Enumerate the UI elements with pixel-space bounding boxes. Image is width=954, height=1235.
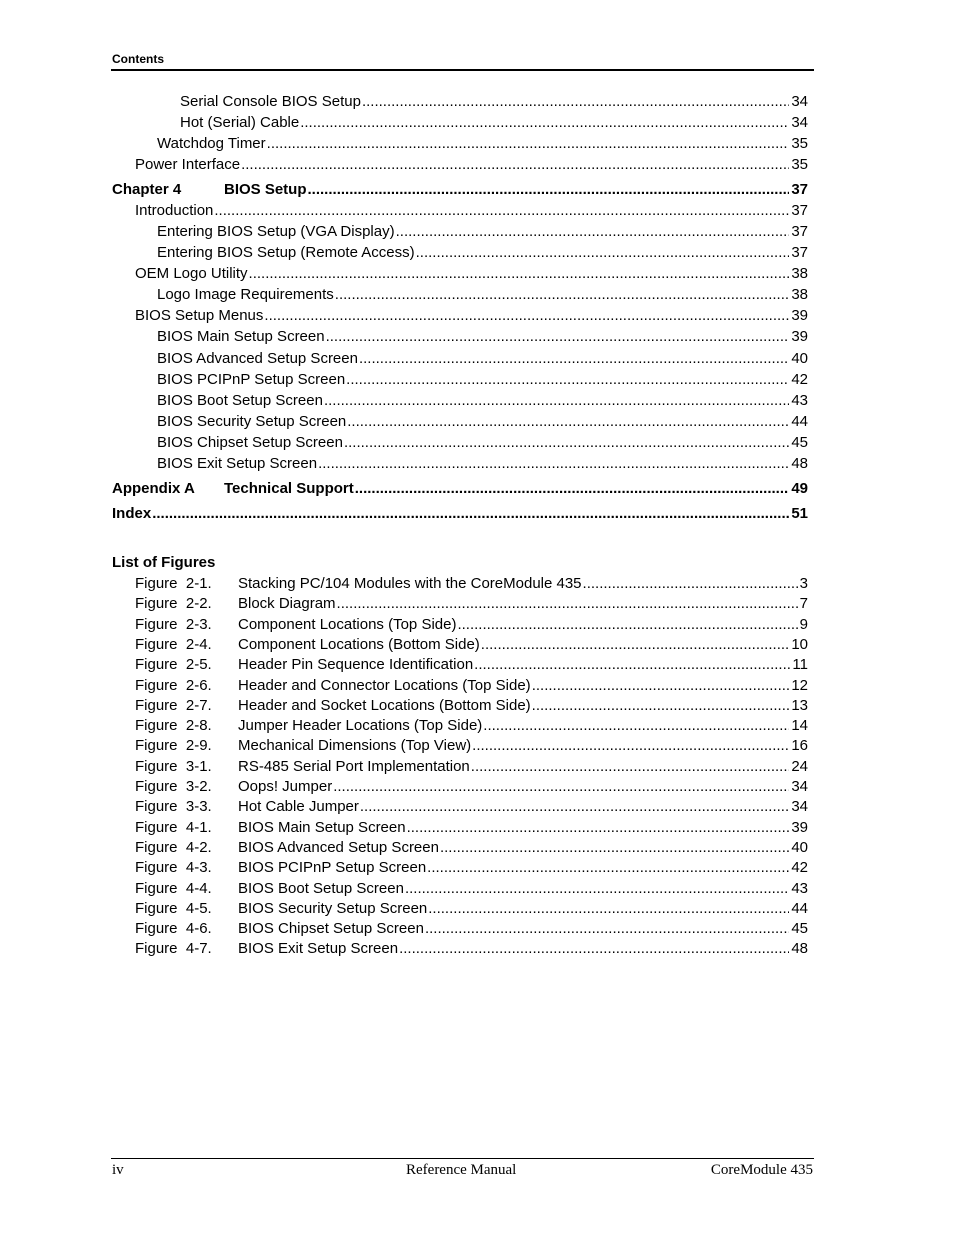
figure-entry-page: 16	[791, 737, 808, 755]
toc-entry-page: 43	[791, 392, 808, 409]
leader-dots	[583, 574, 798, 594]
figure-entry-label	[135, 818, 406, 838]
toc-entry-label	[112, 180, 307, 200]
figure-entry-title: Header Pin Sequence Identification	[238, 656, 474, 674]
toc-entry[interactable]	[135, 306, 808, 326]
toc-entry-page: 35	[791, 135, 808, 152]
figure-entry-label	[135, 676, 531, 696]
toc-entry-page: 45	[791, 434, 808, 451]
toc-entry-label	[157, 134, 266, 154]
figure-entry[interactable]	[135, 879, 808, 899]
toc-entry-page: 37	[791, 223, 808, 240]
toc-entry-page: 51	[791, 505, 808, 522]
toc-entry-label	[112, 504, 151, 524]
toc-entry-page: 39	[791, 328, 808, 345]
figure-entry-page: 3	[799, 575, 808, 592]
figure-entry-page: 12	[791, 676, 808, 694]
toc-entry-label	[157, 327, 325, 347]
figure-entry-label	[135, 716, 482, 736]
toc-entry[interactable]	[180, 92, 808, 112]
figure-entry[interactable]	[135, 736, 808, 756]
figure-entry-label	[135, 899, 427, 919]
figure-entry-title: Component Locations (Top Side)	[238, 615, 457, 633]
figure-entry-label	[135, 757, 470, 777]
leader-dots	[300, 113, 789, 133]
figure-entry-title: BIOS Chipset Setup Screen	[238, 920, 424, 938]
figure-entry-number: Figure 4-7.	[135, 940, 212, 958]
toc-entry-title: OEM Logo Utility	[135, 265, 248, 282]
figure-entry-title: BIOS Exit Setup Screen	[238, 940, 399, 958]
toc-entry-label	[157, 349, 358, 369]
figure-entry-number: Figure 4-2.	[135, 838, 212, 856]
figure-entry[interactable]	[135, 858, 808, 878]
toc-entry-title: BIOS Setup Menus	[135, 307, 264, 324]
figure-entry-page: 43	[791, 879, 808, 897]
toc-entry-label	[157, 433, 343, 453]
leader-dots	[405, 879, 789, 899]
figure-entry-title: Oops! Jumper	[238, 778, 333, 795]
figure-entry-title: BIOS Main Setup Screen	[238, 818, 406, 836]
toc-entry-page: 35	[791, 156, 808, 173]
figure-entry-title: Jumper Header Locations (Top Side)	[238, 717, 483, 735]
toc-entry-title: BIOS Advanced Setup Screen	[157, 350, 358, 367]
figure-entry-title: Component Locations (Bottom Side)	[238, 635, 480, 653]
leader-dots	[416, 243, 790, 263]
toc-entry[interactable]	[157, 285, 808, 305]
figure-entry-label	[135, 574, 582, 594]
toc-entry-title: BIOS Exit Setup Screen	[157, 455, 318, 472]
figure-entry-page: 7	[799, 595, 808, 613]
toc-entry-title: BIOS Security Setup Screen	[157, 413, 347, 430]
leader-dots	[264, 306, 789, 326]
toc-entry-title: BIOS Main Setup Screen	[157, 328, 325, 345]
figure-entry[interactable]	[135, 655, 808, 675]
figure-entry-label	[135, 879, 404, 899]
figure-entry-number: Figure 2-4.	[135, 635, 212, 653]
figure-entry-number: Figure 4-5.	[135, 899, 212, 917]
figure-entry-title: BIOS Boot Setup Screen	[238, 879, 404, 897]
toc-entry[interactable]	[157, 433, 808, 453]
figure-entry[interactable]	[135, 635, 808, 655]
leader-dots	[428, 899, 789, 919]
figure-entry[interactable]	[135, 574, 808, 594]
leader-dots	[362, 92, 789, 112]
toc-entry-page: 44	[791, 413, 808, 430]
figure-entry-title: RS-485 Serial Port Implementation	[238, 757, 470, 775]
leader-dots	[333, 777, 789, 797]
figure-entry-page: 11	[792, 656, 808, 674]
toc-entry-label	[180, 92, 361, 112]
toc-entry-page: 34	[791, 93, 808, 110]
toc-entry[interactable]	[180, 113, 808, 133]
leader-dots	[267, 134, 790, 154]
figure-entry-label	[135, 919, 424, 939]
figure-entry-page: 39	[791, 818, 808, 836]
toc-entry-label	[135, 264, 248, 284]
figure-entry-number: Figure 2-7.	[135, 696, 212, 714]
toc-entry-label	[157, 243, 415, 263]
toc-entry-title: Introduction	[135, 202, 214, 219]
toc-entry-label	[180, 113, 299, 133]
figure-entry-page: 9	[799, 615, 808, 633]
toc-entry-page: 42	[791, 371, 808, 388]
figure-entry-page: 40	[791, 838, 808, 856]
figure-entry-title: Header and Connector Locations (Top Side)	[238, 676, 531, 694]
figure-entry-label	[135, 797, 359, 817]
toc-entry-title: BIOS Setup	[224, 181, 307, 198]
toc-entry-number: Appendix A	[112, 480, 195, 497]
figure-entry-page: 45	[791, 920, 808, 938]
figure-entry[interactable]	[135, 797, 808, 817]
figure-entry-label	[135, 594, 336, 614]
figure-entry-page: 10	[791, 635, 808, 653]
leader-dots	[474, 655, 790, 675]
leader-dots	[481, 635, 790, 655]
leader-dots	[355, 479, 790, 499]
toc-entry-title: Logo Image Requirements	[157, 286, 334, 303]
toc-entry[interactable]	[157, 134, 808, 154]
toc-entry-title: Watchdog Timer	[157, 135, 266, 152]
leader-dots	[347, 412, 789, 432]
leader-dots	[344, 433, 789, 453]
toc-entry-title: BIOS PCIPnP Setup Screen	[157, 371, 346, 388]
figure-entry-title: Stacking PC/104 Modules with the CoreModule 435	[238, 575, 582, 592]
toc-entry-title: Entering BIOS Setup (Remote Access)	[157, 244, 415, 261]
toc-entry-label	[157, 391, 323, 411]
leader-dots	[326, 327, 790, 347]
figure-entry[interactable]	[135, 615, 808, 635]
toc-entry-page: 37	[791, 244, 808, 261]
figure-entry-label	[135, 635, 480, 655]
figure-entry-label	[135, 736, 471, 756]
figure-entry-number: Figure 2-6.	[135, 676, 212, 694]
toc-entry-number: Chapter 4	[112, 181, 182, 198]
toc-entry-title: Technical Support	[224, 480, 354, 497]
leader-dots	[360, 797, 789, 817]
figure-entry[interactable]	[135, 939, 808, 959]
figure-entry-title: Block Diagram	[238, 595, 336, 613]
figure-entry-number: Figure 2-9.	[135, 737, 212, 755]
toc-entry-title: Serial Console BIOS Setup	[180, 93, 361, 110]
toc-entry-label	[157, 222, 395, 242]
toc-entry-page: 34	[791, 114, 808, 131]
toc-entry[interactable]	[157, 370, 808, 390]
toc-entry-page: 37	[791, 181, 808, 198]
figure-entry-number: Figure 2-5.	[135, 656, 212, 674]
toc-entry-title: Index	[112, 505, 152, 522]
figure-entry-label	[135, 615, 456, 635]
page-header-title: Contents	[112, 52, 164, 66]
figure-entry-page: 44	[791, 899, 808, 917]
leader-dots	[427, 858, 789, 878]
toc-entry-label	[157, 285, 334, 305]
toc-entry-label	[135, 306, 263, 326]
toc-entry-page: 39	[791, 307, 808, 324]
header-rule	[111, 69, 814, 71]
figure-entry-page: 24	[791, 757, 808, 775]
toc-entry-page: 38	[791, 286, 808, 303]
leader-dots	[396, 222, 790, 242]
toc-entry-title: Power Interface	[135, 156, 241, 173]
figure-entry-page: 34	[791, 778, 808, 795]
toc-entry-label	[112, 479, 354, 499]
toc-entry[interactable]	[157, 349, 808, 369]
figure-entry-page: 48	[791, 940, 808, 958]
toc-entry[interactable]	[157, 454, 808, 474]
toc-entry[interactable]	[112, 479, 808, 499]
leader-dots	[214, 201, 789, 221]
toc-entry[interactable]	[157, 327, 808, 347]
leader-dots	[532, 676, 790, 696]
figure-entry[interactable]	[135, 838, 808, 858]
figure-entry-number: Figure 2-8.	[135, 717, 212, 735]
figure-entry-title: BIOS Advanced Setup Screen	[238, 838, 439, 856]
leader-dots	[440, 838, 789, 858]
figure-entry-label	[135, 939, 398, 959]
toc-entry[interactable]	[112, 180, 808, 200]
toc-entry-label	[157, 454, 317, 474]
figure-entry-page: 13	[791, 696, 808, 714]
toc-entry-page: 38	[791, 265, 808, 282]
footer-product-name: CoreModule 435	[710, 1162, 813, 1178]
figure-entry-number: Figure 4-3.	[135, 859, 212, 877]
figure-entry-label	[135, 655, 473, 675]
figure-entry-number: Figure 4-6.	[135, 920, 212, 938]
toc-entry[interactable]	[135, 155, 808, 175]
figure-entry[interactable]	[135, 899, 808, 919]
figure-entry-number: Figure 2-2.	[135, 595, 212, 613]
leader-dots	[399, 939, 789, 959]
toc-entry-label	[135, 155, 240, 175]
leader-dots	[337, 594, 798, 614]
toc-entry[interactable]	[135, 264, 808, 284]
list-of-figures-heading: List of Figures	[112, 554, 216, 571]
toc-entry[interactable]	[157, 412, 808, 432]
leader-dots	[346, 370, 789, 390]
toc-entry-page: 37	[791, 202, 808, 219]
leader-dots	[335, 285, 790, 305]
toc-entry-page: 49	[791, 480, 808, 497]
leader-dots	[532, 696, 790, 716]
figure-entry-title: BIOS Security Setup Screen	[238, 899, 428, 917]
toc-entry-label	[157, 412, 346, 432]
figure-entry-number: Figure 2-3.	[135, 615, 212, 633]
toc-entry-title: Entering BIOS Setup (VGA Display)	[157, 223, 395, 240]
footer-rule	[111, 1158, 814, 1159]
leader-dots	[472, 736, 789, 756]
toc-entry[interactable]	[157, 243, 808, 263]
toc-entry-label	[157, 370, 345, 390]
figure-entry[interactable]	[135, 696, 808, 716]
footer-page-number: iv	[112, 1162, 124, 1178]
figure-entry-page: 34	[791, 798, 808, 816]
leader-dots	[308, 180, 790, 200]
toc-entry[interactable]	[157, 391, 808, 411]
leader-dots	[318, 454, 789, 474]
leader-dots	[407, 818, 790, 838]
figure-entry-page: 42	[791, 859, 808, 877]
figure-entry[interactable]	[135, 594, 808, 614]
figure-entry-number: Figure 3-1.	[135, 757, 212, 775]
figure-entry[interactable]	[135, 818, 808, 838]
toc-entry-title: Hot (Serial) Cable	[180, 114, 300, 131]
figure-entry[interactable]	[135, 919, 808, 939]
toc-entry[interactable]	[157, 222, 808, 242]
leader-dots	[249, 264, 790, 284]
toc-entry-label	[135, 201, 213, 221]
leader-dots	[152, 504, 789, 524]
leader-dots	[471, 757, 790, 777]
figure-entry-label	[135, 777, 332, 797]
figure-entry-number: Figure 2-1.	[135, 575, 212, 592]
leader-dots	[324, 391, 789, 411]
toc-entry[interactable]	[112, 504, 808, 524]
leader-dots	[359, 349, 789, 369]
figure-entry-number: Figure 4-4.	[135, 879, 212, 897]
figure-entry-number: Figure 3-3.	[135, 798, 212, 816]
figure-entry-title: Header and Socket Locations (Bottom Side)	[238, 696, 531, 714]
leader-dots	[241, 155, 789, 175]
figure-entry-title: Mechanical Dimensions (Top View)	[238, 737, 472, 755]
figure-entry-label	[135, 858, 426, 878]
figure-entry-title: Hot Cable Jumper	[238, 798, 359, 816]
toc-entry-page: 48	[791, 455, 808, 472]
figure-entry-number: Figure 4-1.	[135, 818, 212, 836]
footer-document-title: Reference Manual	[406, 1162, 517, 1178]
figure-entry-number: Figure 3-2.	[135, 778, 212, 795]
figure-entry-title: BIOS PCIPnP Setup Screen	[238, 859, 427, 877]
toc-entry-title: BIOS Chipset Setup Screen	[157, 434, 343, 451]
leader-dots	[425, 919, 789, 939]
figure-entry-label	[135, 696, 531, 716]
leader-dots	[457, 615, 797, 635]
leader-dots	[483, 716, 789, 736]
toc-entry[interactable]	[135, 201, 808, 221]
figure-entry-page: 14	[791, 717, 808, 735]
figure-entry[interactable]	[135, 676, 808, 696]
figure-entry[interactable]	[135, 716, 808, 736]
toc-entry-title: BIOS Boot Setup Screen	[157, 392, 323, 409]
figure-entry-label	[135, 838, 439, 858]
figure-entry[interactable]	[135, 777, 808, 797]
figure-entry[interactable]	[135, 757, 808, 777]
toc-entry-page: 40	[791, 350, 808, 367]
